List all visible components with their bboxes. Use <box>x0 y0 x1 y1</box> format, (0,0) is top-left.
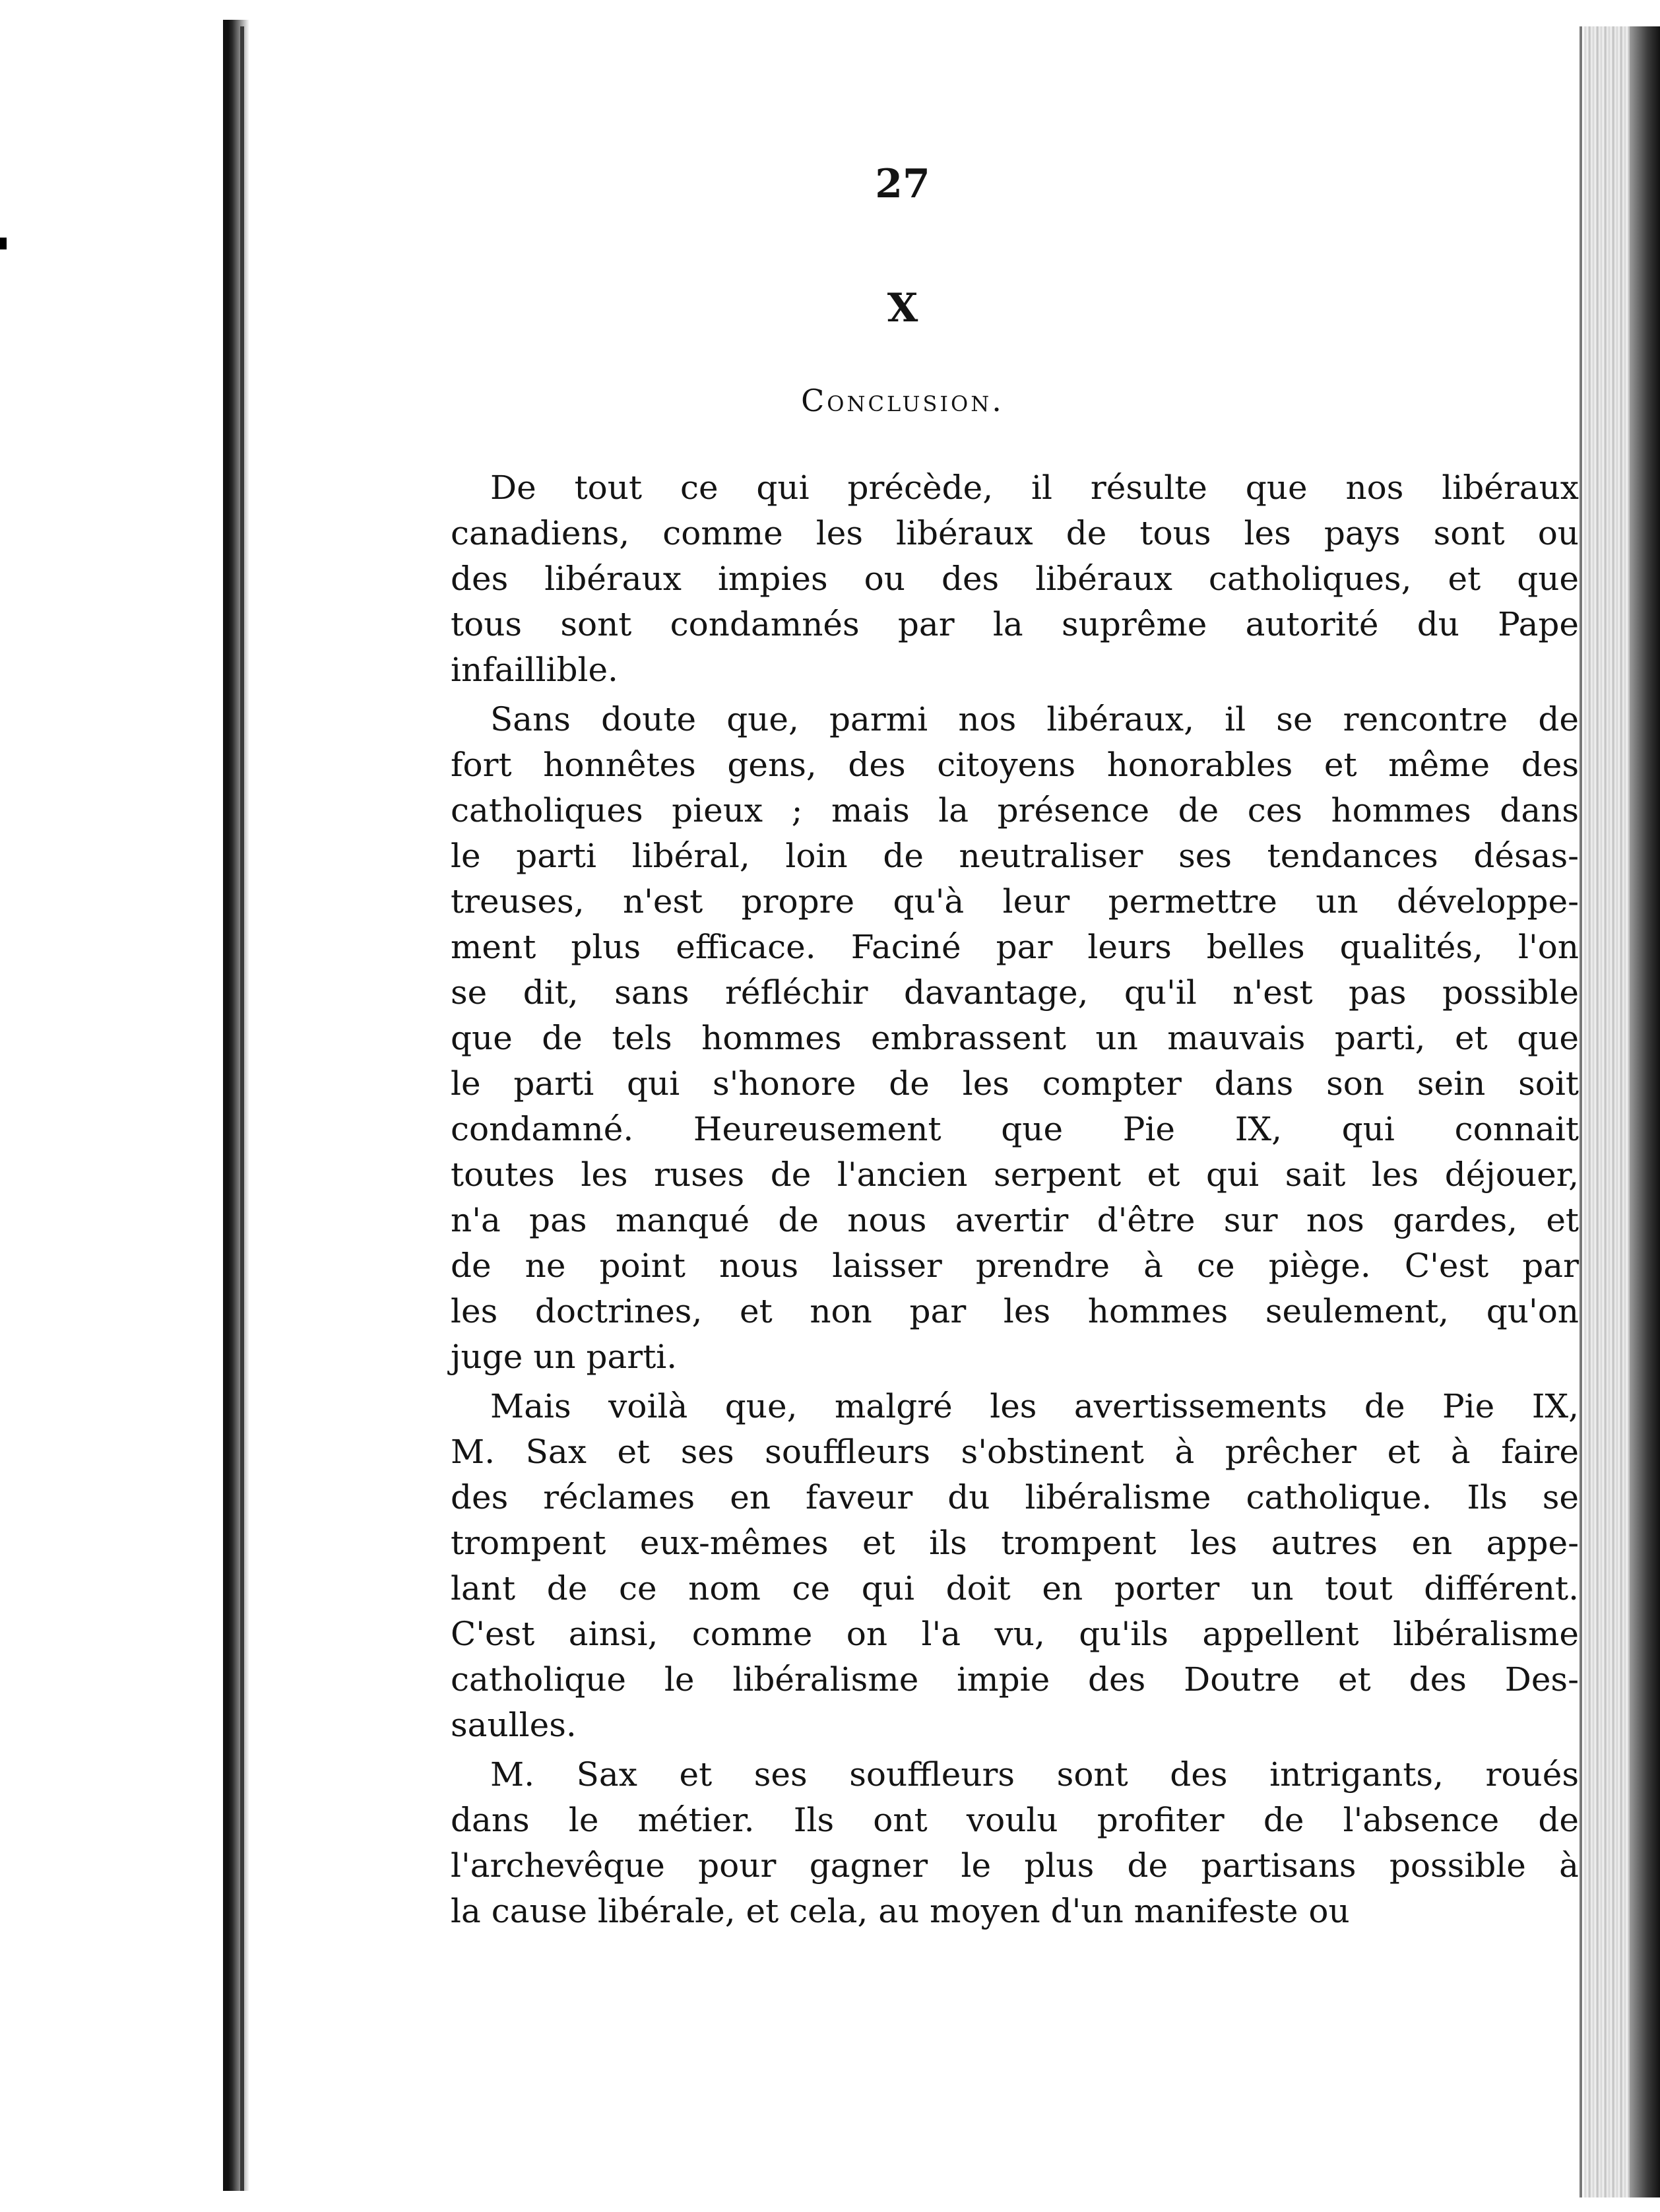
text-line: fort honnêtes gens, des citoyens honorables et même des <box>451 746 1579 784</box>
text-line: toutes les ruses de l'ancien serpent et qui sait les déjouer, <box>451 1155 1579 1194</box>
text-line: n'a pas manqué de nous avertir d'être sur nos gardes, et <box>451 1201 1579 1239</box>
book-spine-shadow <box>1630 26 1660 2197</box>
text-line: des réclames en faveur du libéralisme catholique. Ils se <box>451 1478 1579 1516</box>
book-gutter-shadow <box>223 20 249 2191</box>
text-line: l'archevêque pour gagner le plus de partisans possible à <box>451 1846 1579 1885</box>
page-left-border <box>240 26 244 2191</box>
text-line: le parti libéral, loin de neutraliser ses tendances désas- <box>451 837 1579 875</box>
paragraph <box>451 1752 1579 1934</box>
text-line: juge un parti. <box>451 1338 678 1376</box>
scan-margin-mark <box>0 238 7 249</box>
text-line: le parti qui s'honore de les compter dans son sein soit <box>451 1064 1579 1103</box>
text-line: de ne point nous laisser prendre à ce piège. C'est par <box>451 1247 1579 1285</box>
text-line: M. Sax et ses souffleurs sont des intrigants, roués <box>490 1755 1579 1794</box>
text-line: catholique le libéralisme impie des Doutre et des Des- <box>451 1660 1579 1699</box>
text-line: C'est ainsi, comme on l'a vu, qu'ils appellent libéralisme <box>451 1615 1579 1653</box>
text-line: des libéraux impies ou des libéraux catholiques, et que <box>451 560 1579 598</box>
text-line: saulles. <box>451 1706 577 1744</box>
text-line: les doctrines, et non par les hommes seulement, qu'on <box>451 1292 1579 1330</box>
text-line: se dit, sans réfléchir davantage, qu'il n'est pas possible <box>451 973 1579 1012</box>
book-page <box>249 0 1581 2212</box>
section-numeral: X <box>887 285 918 331</box>
text-line: trompent eux-mêmes et ils trompent les autres en appe- <box>451 1524 1579 1562</box>
section-title: Conclusion. <box>801 383 1004 418</box>
text-line: catholiques pieux ; mais la présence de ces hommes dans <box>451 791 1579 830</box>
paragraph <box>451 1384 1579 1748</box>
text-line: tous sont condamnés par la suprême autorité du Pape <box>451 605 1579 643</box>
text-line: infaillible. <box>451 651 618 689</box>
paragraph <box>451 697 1579 1380</box>
text-line: treuses, n'est propre qu'à leur permettre un développe- <box>451 882 1579 921</box>
text-line: M. Sax et ses souffleurs s'obstinent à prêcher et à faire <box>451 1433 1579 1471</box>
text-line: condamné. Heureusement que Pie IX, qui connait <box>451 1110 1579 1148</box>
text-line: que de tels hommes embrassent un mauvais parti, et que <box>451 1019 1579 1057</box>
text-line: De tout ce qui précède, il résulte que nos libéraux <box>490 469 1579 507</box>
text-line: Sans doute que, parmi nos libéraux, il se rencontre de <box>490 700 1579 738</box>
text-line: canadiens, comme les libéraux de tous les pays sont ou <box>451 514 1579 552</box>
text-line: ment plus efficace. Faciné par leurs belles qualités, l'on <box>451 928 1579 966</box>
text-line: lant de ce nom ce qui doit en porter un tout différent. <box>451 1569 1579 1608</box>
body-text <box>451 465 1579 1934</box>
page-number: 27 <box>875 161 930 207</box>
paragraph <box>451 465 1579 693</box>
text-line: Mais voilà que, malgré les avertissements de Pie IX, <box>490 1387 1579 1425</box>
text-line: dans le métier. Ils ont voulu profiter de l'absence de <box>451 1801 1579 1839</box>
text-line: la cause libérale, et cela, au moyen d'un manifeste ou <box>451 1892 1350 1930</box>
